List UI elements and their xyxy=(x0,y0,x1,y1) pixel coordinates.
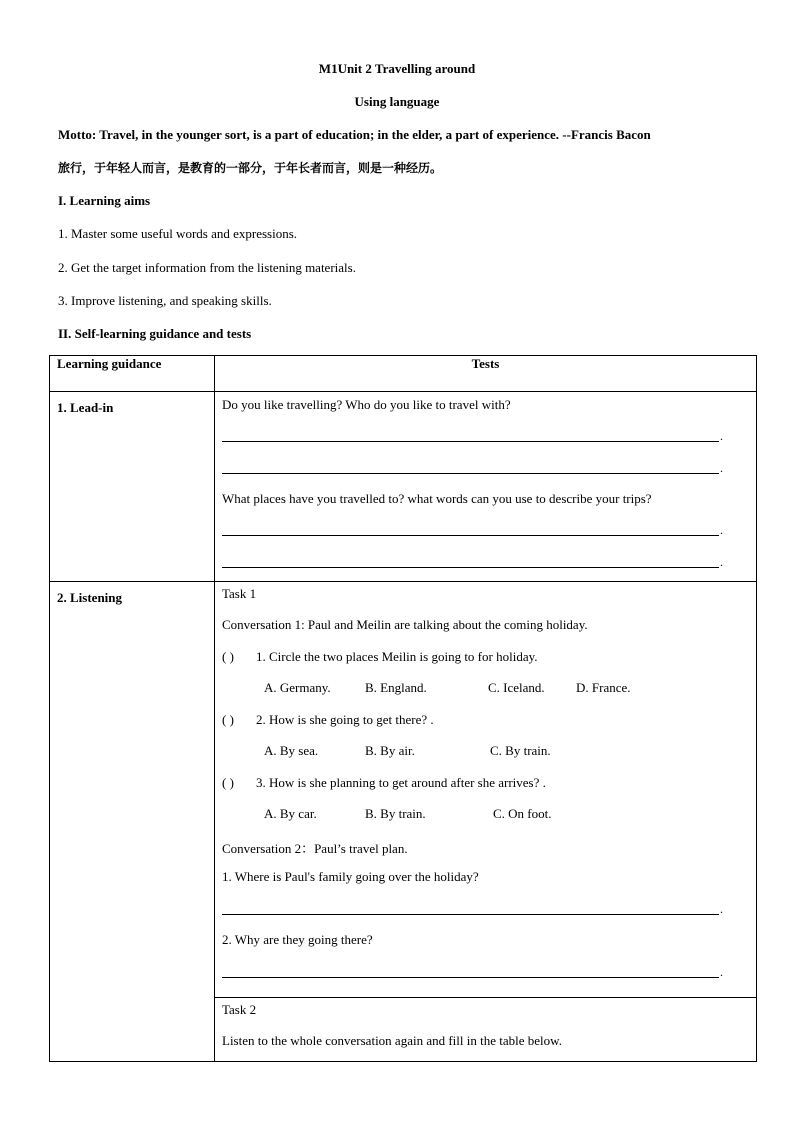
answer-paren[interactable]: ( ) xyxy=(222,775,234,790)
conversation-1: Conversation 1: Paul and Meilin are talking about the coming holiday. xyxy=(222,617,588,632)
aim-item-1: 1. Master some useful words and expressions. xyxy=(58,226,298,241)
answer-line[interactable] xyxy=(222,473,719,474)
line-end-dot: . xyxy=(720,523,723,537)
line-end-dot: . xyxy=(720,461,723,475)
conversation-2: Conversation 2：Paul’s travel plan. xyxy=(222,841,408,856)
answer-line[interactable] xyxy=(222,914,719,915)
page-subtitle: Using language xyxy=(354,94,440,109)
answer-line[interactable] xyxy=(222,977,719,978)
line-end-dot: . xyxy=(720,555,723,569)
learning-aims-heading: I. Learning aims xyxy=(58,193,151,208)
question-3: 3. How is she planning to get around after she arrives? . xyxy=(256,775,546,790)
leadin-question-2: What places have you travelled to? what words can you use to describe your trips? xyxy=(222,491,652,506)
header-tests: Tests xyxy=(215,356,757,392)
q1-option-d: D. France. xyxy=(576,680,631,695)
question-2: 2. How is she going to get there? . xyxy=(256,712,434,727)
answer-line[interactable] xyxy=(222,441,719,442)
listening-label: 2. Listening xyxy=(50,582,215,1062)
task2-instruction: Listen to the whole conversation again and fill in the table below. xyxy=(222,1033,562,1049)
listening-task1 xyxy=(215,582,757,998)
answer-paren[interactable]: ( ) xyxy=(222,712,234,727)
table-header-row xyxy=(50,356,757,392)
leadin-label: 1. Lead-in xyxy=(50,392,215,582)
motto: Motto: Travel, in the younger sort, is a part of education; in the elder, a part of experience. --Francis Bacon xyxy=(58,127,651,142)
task2-label: Task 2 xyxy=(222,1002,257,1018)
page-title: M1Unit 2 Travelling around xyxy=(318,61,476,76)
listening-task2 xyxy=(215,998,757,1062)
line-end-dot: . xyxy=(720,965,723,979)
q2-option-b: B. By air. xyxy=(365,743,415,758)
motto-chinese: 旅行，于年轻人而言，是教育的一部分，于年长者而言，则是一种经历。 xyxy=(58,161,443,175)
conv2-question-2: 2. Why are they going there? xyxy=(222,932,373,947)
q1-option-a: A. Germany. xyxy=(264,680,331,695)
q1-option-b: B. England. xyxy=(365,680,427,695)
line-end-dot: . xyxy=(720,902,723,916)
q3-option-c: C. On foot. xyxy=(493,806,552,821)
task1-label: Task 1 xyxy=(222,586,257,601)
answer-paren[interactable]: ( ) xyxy=(222,649,234,664)
conv2-question-1: 1. Where is Paul's family going over the holiday? xyxy=(222,869,479,884)
header-learning-guidance: Learning guidance xyxy=(50,356,215,392)
q3-option-b: B. By train. xyxy=(365,806,426,821)
q2-option-c: C. By train. xyxy=(490,743,551,758)
question-1: 1. Circle the two places Meilin is going to for holiday. xyxy=(256,649,538,664)
line-end-dot: . xyxy=(720,429,723,443)
aim-item-3: 3. Improve listening, and speaking skills. xyxy=(58,293,272,308)
q3-option-a: A. By car. xyxy=(264,806,317,821)
q2-option-a: A. By sea. xyxy=(264,743,319,758)
guidance-table xyxy=(49,355,757,1062)
q1-option-c: C. Iceland. xyxy=(488,680,545,695)
self-learning-heading: II. Self-learning guidance and tests xyxy=(58,326,252,341)
aim-item-2: 2. Get the target information from the listening materials. xyxy=(58,260,356,275)
leadin-tests xyxy=(215,392,757,582)
answer-line[interactable] xyxy=(222,567,719,568)
leadin-question-1: Do you like travelling? Who do you like to travel with? xyxy=(222,397,511,412)
answer-line[interactable] xyxy=(222,535,719,536)
table-row-leadin xyxy=(50,392,757,582)
table-row-listening xyxy=(50,582,757,998)
